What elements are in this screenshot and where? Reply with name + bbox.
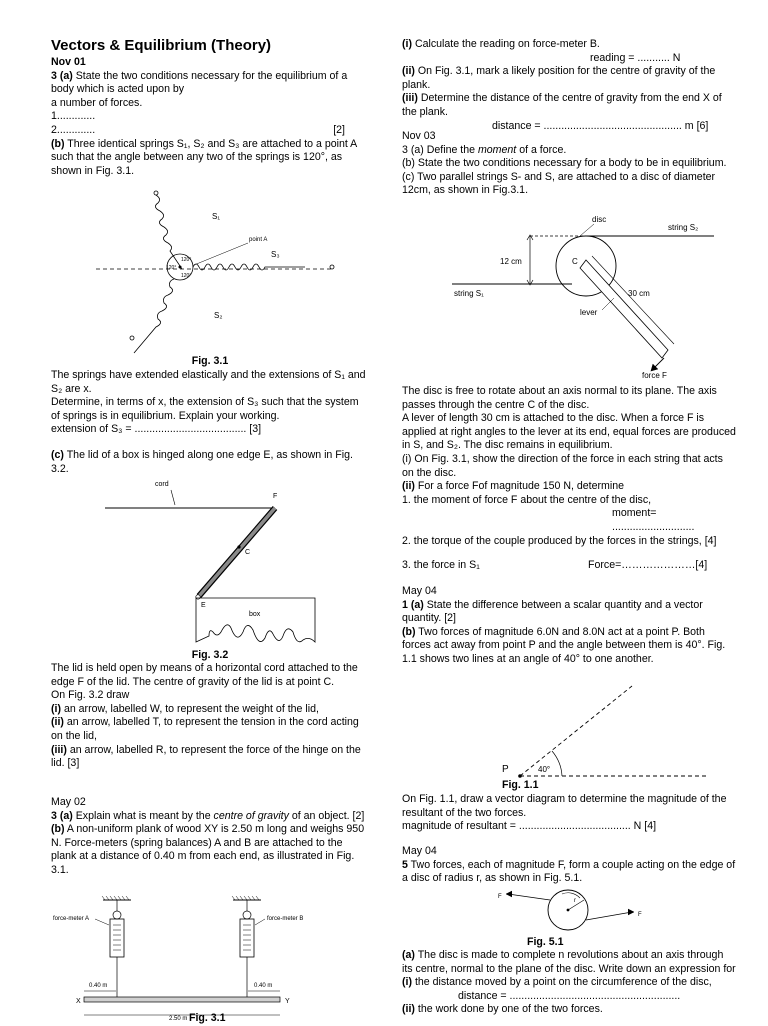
may02-qi-text: Calculate the reading on force-meter B. [412,38,600,50]
s3-label: S₃ [271,250,280,259]
may04a-q1a-label: 1 (a) [402,598,424,611]
angle-label-1: 120° [181,257,192,263]
s2-label: S₂ [214,311,223,320]
plank-figure [51,897,369,1024]
nov01-heading: Nov 01 [51,56,86,68]
q3a-text-cont: a number of forces. [51,96,143,109]
may04b-qii-label: (ii) [402,1003,415,1016]
radius-r-label: r [574,898,576,904]
may04b-qa-text: The disc is made to complete n revolutions about an axis through its centre, normal to the plane of the disc. Write down an expression for [402,949,736,975]
disc-label: disc [592,215,607,224]
may04a-q1b-label: (b) [402,625,416,638]
draw-i-label: (i) [51,702,61,715]
force-meter-a-label: force-meter A [53,916,90,922]
c-label: C [245,549,251,556]
draw-iii-label: (iii) [51,743,67,756]
couple-disc-figure [492,886,652,936]
nov01-part-c [51,449,369,476]
vector-diagram-instruction: On Fig. 1.1, draw a vector diagram to determine the magnitude of the resultant of the two forces. [402,793,727,819]
springs-figure [96,185,336,345]
answer-blank-2: 2............. [51,123,96,136]
fig32-caption: Fig. 3.2 [191,649,229,661]
may02-qi-label: (i) [402,38,412,50]
may04a-q1a-text: State the difference between a scalar quantity and a vector quantity. [2] [402,598,703,625]
dist-a-label: 0.40 m [89,983,108,989]
may02-fig-caption: Fig. 3.1 [189,1012,226,1024]
may02-q3a-label: 3 (a) [51,809,73,822]
may02-qiii-label: (iii) [402,92,418,105]
dist-b-label: 0.40 m [254,983,273,989]
nov01-part-b-text [51,369,369,437]
fig51-caption: Fig. 5.1 [527,936,564,948]
lever-description: A lever of length 30 cm is attached to the disc. When a force F is applied at right angles to the lever at its end, equal forces are produced in S, and S₂. The disc remains in equilibrium. [402,412,736,452]
draw-i-text: an arrow, labelled W, to represent the weight of the lid, [61,702,319,715]
may04a-after-figure [402,793,736,834]
cord-label: cord [155,481,169,488]
string-s2-label: string S₂ [668,223,699,232]
nov03-cii-text: For a force Fof magnitude 150 N, determine [414,480,624,493]
reading-answer-line: reading = ........... N [590,51,681,64]
may04a-section [402,585,736,667]
nov03-cii-label: (ii) [402,480,415,493]
nov03-heading: Nov 03 [402,130,436,142]
lever-label: lever [580,308,598,317]
string-s1-label: string S₁ [454,289,484,298]
nov03-ci: (i) On Fig. 3.1, show the direction of the force in each string that acts on the disc. [402,452,723,479]
extension-statement: The springs have extended elastically and the extensions of S₁ and S₂ are x. [51,369,366,395]
draw-iii-text: an arrow, labelled R, to represent the force of the hinge on the lid. [3] [51,743,361,770]
point-p-label: P [502,764,509,775]
may02-qii-text: On Fig. 3.1, mark a likely position for the centre of gravity of the plank. [402,65,716,91]
may04a-q1b-text: Two forces of magnitude 6.0N and 8.0N act at a point P. Both forces act away from point P and the angle between them is 40°. Fig. 1.1 shows two lines at an angle of 40° to one another. [402,625,726,665]
nov03-section [402,130,736,198]
may04b-q5-text: Two forces, each of magnitude F, form a couple acting on the edge of a disc of radius r, as shown in Fig. 5.1. [402,858,736,885]
q3b-label: (b) [51,137,65,150]
nov03-part-c-text [402,385,736,548]
force-f-label: force F [642,371,667,380]
moment-answer-line: moment= ............................ [612,507,695,533]
q3b-text: Three identical springs S₁, S₂ and S₃ are attached to a point A such that the angle between any two of the springs is 120°, as shown in Fig. 3.1. [51,137,357,177]
nov01-part-c-text [51,662,369,771]
draw-ii-text: an arrow, labelled T, to represent the tension in the cord acting on the lid, [51,716,359,742]
may04b-heading: May 04 [402,845,437,857]
marks: [2] [333,123,345,136]
may04b-section [402,845,736,886]
x-end-label: X [76,998,81,1005]
q3a-text: State the two conditions necessary for the equilibrium of a body which is acted upon by [51,69,348,96]
y-end-label: Y [285,998,290,1005]
angle-lines-figure [492,684,712,779]
disc-axis-text: The disc is free to rotate about an axis normal to its plane. The axis passes through the centre C of the disc. [402,385,717,411]
page-title: Vectors & Equilibrium (Theory) [51,37,272,54]
force-s1-question: 3. the force in S₁ [402,559,480,571]
may04b-distance-line: distance = .......................................................... [458,989,681,1002]
may02-section [51,796,369,878]
extension-answer-line: extension of S₃ = ...................................... [3] [51,423,262,436]
diameter-label: 12 cm [500,257,522,266]
may04b-q5-label: 5 [402,858,408,871]
may02-q3a-post: of an object. [2] [288,809,365,822]
point-a-label: point A [249,237,268,243]
may02-q3b-text: A non-uniform plank of wood XY is 2.50 m long and weighs 950 N. Force-meters (spring balances) A and B are attached to the plank at a distance of 0.40 m from each end, as illustrated in Fig. 3.1. [51,823,365,876]
nov03-q3a-term: moment [477,143,517,156]
fig11-caption: Fig. 1.1 [502,779,539,791]
draw-ii-label: (ii) [51,716,64,729]
may02-heading: May 02 [51,796,86,808]
may02-q3a-pre: Explain what is meant by the [72,809,214,822]
force-meter-b-label: force-meter B [267,916,304,922]
angle-40-label: 40° [538,765,551,774]
nov03-cii-2: 2. the torque of the couple produced by the forces in the strings, [4] [402,534,717,547]
lid-description: The lid is held open by means of a horizontal cord attached to the edge F of the lid. The centre of gravity of the lid is at point C. [51,662,358,688]
may02-q3b-label: (b) [51,823,65,836]
nov03-q3c: (c) Two parallel strings S- and S, are attached to a disc of diameter 12cm, as shown in Fig.3.1. [402,170,716,197]
q3c-label: (c) [51,449,64,461]
force-s1-answer-line: Force=…………………[4] [588,559,708,571]
may02-q3a-term: centre of gravity [213,809,289,822]
lid-figure [103,480,333,650]
q3a-label: 3 (a) [51,69,73,82]
may02-qii-label: (ii) [402,65,415,78]
plank-length-label: 2.50 m [169,1016,188,1022]
disc-lever-figure [452,212,732,382]
fig31-caption: Fig. 3.1 [191,355,229,367]
angle-label-3: 120° [181,273,192,279]
distance-answer-line: distance = ............................................... m [6] [492,119,709,132]
centre-c-label: C [572,257,578,266]
nov03-force-line [402,559,736,573]
extension-question: Determine, in terms of x, the extension of S₃ such that the system of springs is in equilibrium. Explain your working. [51,396,359,422]
may04b-qi-text: the distance moved by a point on the circumference of the disc, [412,976,712,989]
resultant-answer-line: magnitude of resultant = ...................................... N [4] [402,820,657,833]
box-label: box [249,611,261,618]
q3c-text: The lid of a box is hinged along one edge E, as shown in Fig. 3.2. [51,449,353,475]
force-f2-label: F [638,912,642,918]
may04b-qa-label: (a) [402,949,415,961]
lever-length-label: 30 cm [628,289,650,298]
may04b-qi-label: (i) [402,976,412,989]
may02-continued [402,38,736,133]
e-label: E [201,602,206,609]
nov03-q3a-post: of a force. [516,143,567,156]
f-label: F [273,493,278,500]
may04b-qii-text: the work done by one of the two forces. [414,1003,603,1016]
nov03-cii-1: 1. the moment of force F about the centre of the disc, [402,493,652,506]
may04b-questions [402,949,736,1017]
nov03-q3a-pre: 3 (a) Define the [402,143,478,156]
nov03-q3b: (b) State the two conditions necessary for a body to be in equilibrium. [402,157,727,170]
answer-blank-1: 1............. [51,110,96,123]
force-f1-label: F [498,894,502,900]
draw-intro: On Fig. 3.2 draw [51,689,130,702]
nov01-section [51,56,369,178]
s1-label: S₁ [212,212,221,221]
angle-label-2: 120° [166,265,177,271]
may04a-heading: May 04 [402,585,437,597]
may02-qiii-text: Determine the distance of the centre of gravity from the end X of the plank. [402,92,722,118]
